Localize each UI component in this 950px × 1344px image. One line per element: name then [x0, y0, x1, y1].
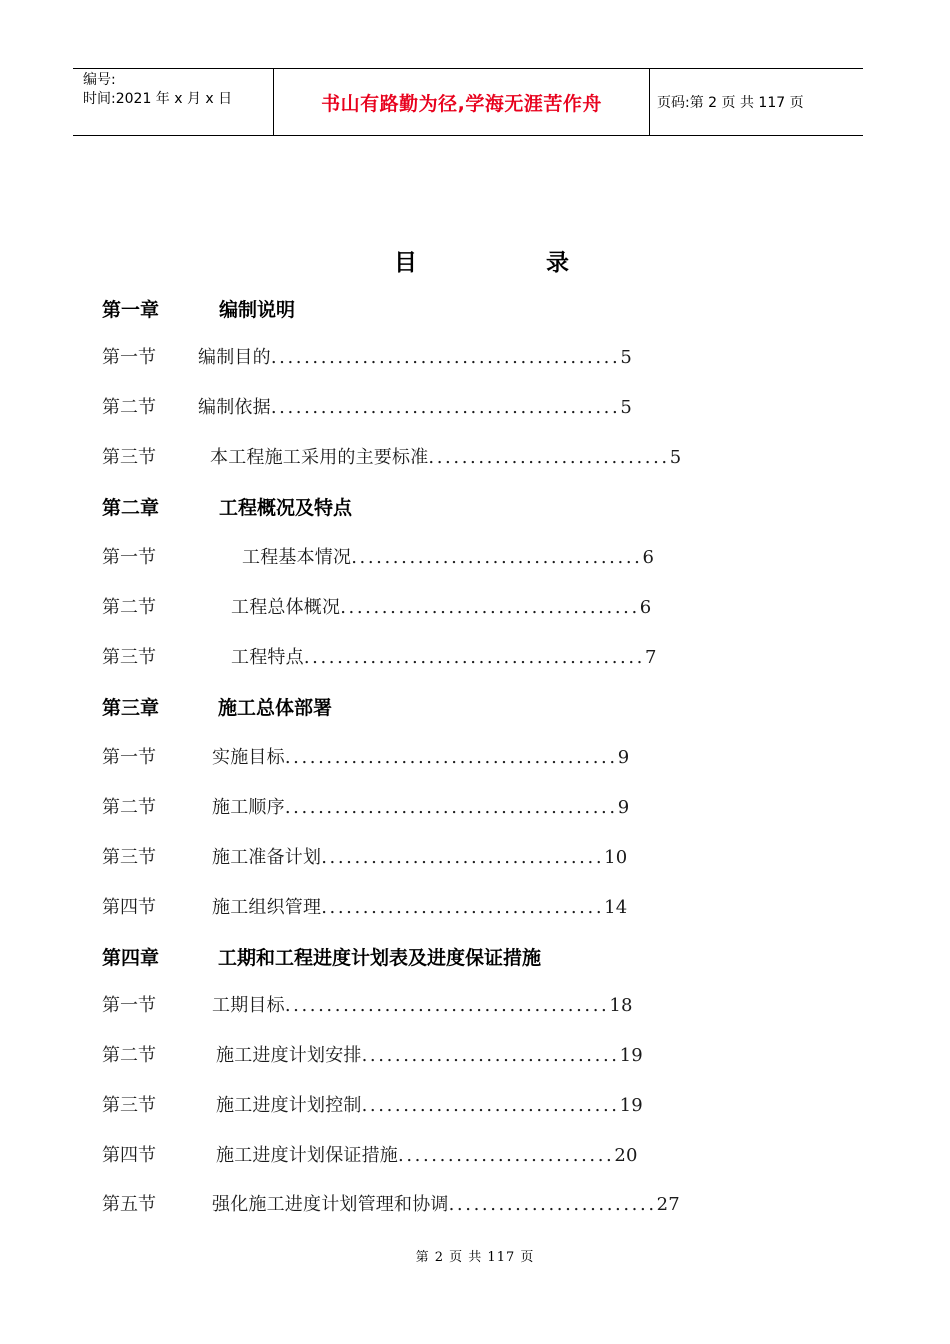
toc-entry-body: [212, 1190, 680, 1220]
toc-page-number: 20: [614, 1145, 638, 1166]
toc-leader-dots: ...............................: [361, 1095, 620, 1116]
toc-entry-title: 实施目标: [212, 747, 285, 768]
toc-entry-title: 工程总体概况: [231, 597, 341, 618]
toc-entry-title: 工程概况及特点: [219, 497, 353, 519]
toc-entry-number: 第四节: [102, 1145, 156, 1166]
toc-section-row[interactable]: [102, 743, 822, 773]
toc-page-number: 27: [656, 1194, 680, 1215]
toc-section-row[interactable]: [102, 1091, 822, 1121]
toc-entry-body: [216, 1041, 643, 1071]
toc-entry-number: 第一节: [102, 347, 156, 368]
toc-page-number: 6: [639, 597, 652, 618]
toc-entry-title: 本工程施工采用的主要标准: [210, 447, 429, 468]
toc-leader-dots: ...............................: [361, 1045, 620, 1066]
toc-page-number: 19: [619, 1045, 643, 1066]
toc-section-row[interactable]: [102, 1041, 822, 1071]
toc-entry-title: 施工组织管理: [212, 897, 322, 918]
toc-entry-number: 第二节: [102, 597, 156, 618]
toc-entry-body: [198, 393, 632, 423]
toc-section-row[interactable]: [102, 343, 822, 373]
toc-page-number: 6: [642, 547, 655, 568]
toc-entry-title: 强化施工进度计划管理和协调: [212, 1194, 449, 1215]
toc-chapter-row[interactable]: [102, 295, 822, 325]
toc-entry-number: 第二节: [102, 397, 156, 418]
toc-entry-number: 第二节: [102, 1045, 156, 1066]
toc-entry-number: 第一节: [102, 747, 156, 768]
toc-entry-title: 施工进度计划控制: [216, 1095, 362, 1116]
toc-chapter-row[interactable]: [102, 493, 822, 523]
toc-entry-body: [212, 743, 629, 773]
toc-entry-number: 第五节: [102, 1194, 156, 1215]
toc-entry-title: 工期目标: [212, 995, 285, 1016]
toc-entry-title: 工程特点: [231, 647, 304, 668]
toc-leader-dots: ..................................: [321, 847, 605, 868]
toc-entry-body: [219, 295, 295, 325]
toc-entry-number: 第二节: [102, 797, 156, 818]
toc-page-number: 5: [620, 347, 632, 368]
toc-page-number: 5: [669, 447, 682, 468]
toc-entry-body: [218, 693, 332, 723]
toc-entry-title: 编制依据: [198, 397, 271, 418]
toc-section-row[interactable]: [102, 393, 822, 423]
toc-leader-dots: .............................: [428, 447, 670, 468]
toc-leader-dots: ..........................: [398, 1145, 615, 1166]
toc-entry-number: 第一节: [102, 547, 156, 568]
toc-entry-number: 第四章: [102, 947, 160, 969]
toc-page-number: 19: [619, 1095, 643, 1116]
toc-entry-number: 第二章: [102, 497, 160, 519]
toc-entry-title: 施工进度计划保证措施: [216, 1145, 398, 1166]
toc-title-right: 录: [546, 250, 569, 276]
toc-entry-number: 第三节: [102, 447, 156, 468]
toc-page-number: 7: [645, 647, 657, 668]
time-label: 时间:2021 年 x 月 x 日: [83, 91, 233, 107]
toc-entry-number: 第一章: [102, 299, 160, 321]
toc-leader-dots: ....................................: [340, 597, 640, 618]
toc-entry-body: [218, 943, 541, 973]
toc-section-row[interactable]: [102, 593, 822, 623]
header-meta: [73, 69, 274, 135]
toc-leader-dots: ..........................................: [270, 397, 621, 418]
toc-entry-title: 施工顺序: [212, 797, 285, 818]
toc-entry-body: [216, 1141, 638, 1171]
toc-leader-dots: .......................................: [284, 995, 610, 1016]
number-label: 编号:: [83, 72, 116, 88]
toc-section-row[interactable]: [102, 843, 822, 873]
toc-section-row[interactable]: [102, 643, 822, 673]
toc-leader-dots: ..................................: [321, 897, 605, 918]
toc-entry-number: 第三节: [102, 1095, 156, 1116]
toc-entry-title: 施工总体部署: [218, 697, 333, 719]
toc-leader-dots: ........................................: [284, 797, 618, 818]
toc-section-row[interactable]: [102, 543, 822, 573]
toc-entry-body: [212, 843, 627, 873]
toc-entry-title: 编制说明: [219, 299, 296, 321]
toc-section-row[interactable]: [102, 1141, 822, 1171]
toc-entry-number: 第三节: [102, 647, 156, 668]
toc-entry-body: [231, 593, 651, 623]
toc-entry-title: 编制目的: [198, 347, 271, 368]
toc-title-left: 目: [394, 250, 417, 276]
toc-entry-title: 施工准备计划: [212, 847, 322, 868]
toc-entry-number: 第一节: [102, 995, 156, 1016]
toc-section-row[interactable]: [102, 443, 822, 473]
toc-leader-dots: ..........................................: [270, 347, 621, 368]
toc-leader-dots: ........................................: [284, 747, 618, 768]
toc-entry-number: 第三节: [102, 847, 156, 868]
header-page-info: 页码:第 2 页 共 117 页: [657, 95, 804, 111]
toc-entry-title: 工程基本情况: [242, 547, 352, 568]
toc-entry-number: 第三章: [102, 697, 160, 719]
toc-entry-body: [231, 643, 657, 673]
toc-page-number: 10: [604, 847, 628, 868]
toc-entry-body: [212, 893, 627, 923]
toc-entry-body: [212, 793, 629, 823]
toc-section-row[interactable]: [102, 893, 822, 923]
toc-entry-number: 第四节: [102, 897, 156, 918]
toc-section-row[interactable]: [102, 991, 822, 1021]
toc-page-number: 18: [609, 995, 633, 1016]
header-motto: 书山有路勤为径,学海无涯苦作舟: [274, 69, 650, 135]
toc-chapter-row[interactable]: [102, 943, 822, 973]
page-footer: 第 2 页 共 117 页: [415, 1250, 535, 1265]
toc-page-number: 14: [604, 897, 628, 918]
toc-section-row[interactable]: [102, 793, 822, 823]
toc-entry-body: [242, 543, 654, 573]
toc-leader-dots: ...................................: [351, 547, 643, 568]
toc-entry-title: 施工进度计划安排: [216, 1045, 362, 1066]
toc-entry-body: [216, 1091, 643, 1121]
toc-entry-body: [210, 443, 681, 473]
toc-page-number: 9: [617, 747, 630, 768]
toc-entry-title: 工期和工程进度计划表及进度保证措施: [218, 947, 542, 969]
toc-entry-body: [219, 493, 352, 523]
toc-section-row[interactable]: [102, 1190, 822, 1220]
toc-page-number: 5: [620, 397, 632, 418]
toc-chapter-row[interactable]: [102, 693, 822, 723]
toc-title: [0, 240, 950, 280]
toc-entry-body: [212, 991, 633, 1021]
toc-leader-dots: .........................................: [303, 647, 646, 668]
toc-page-number: 9: [617, 797, 630, 818]
toc-leader-dots: .........................: [448, 1194, 657, 1215]
toc-entry-body: [198, 343, 632, 373]
document-header: [73, 68, 863, 136]
